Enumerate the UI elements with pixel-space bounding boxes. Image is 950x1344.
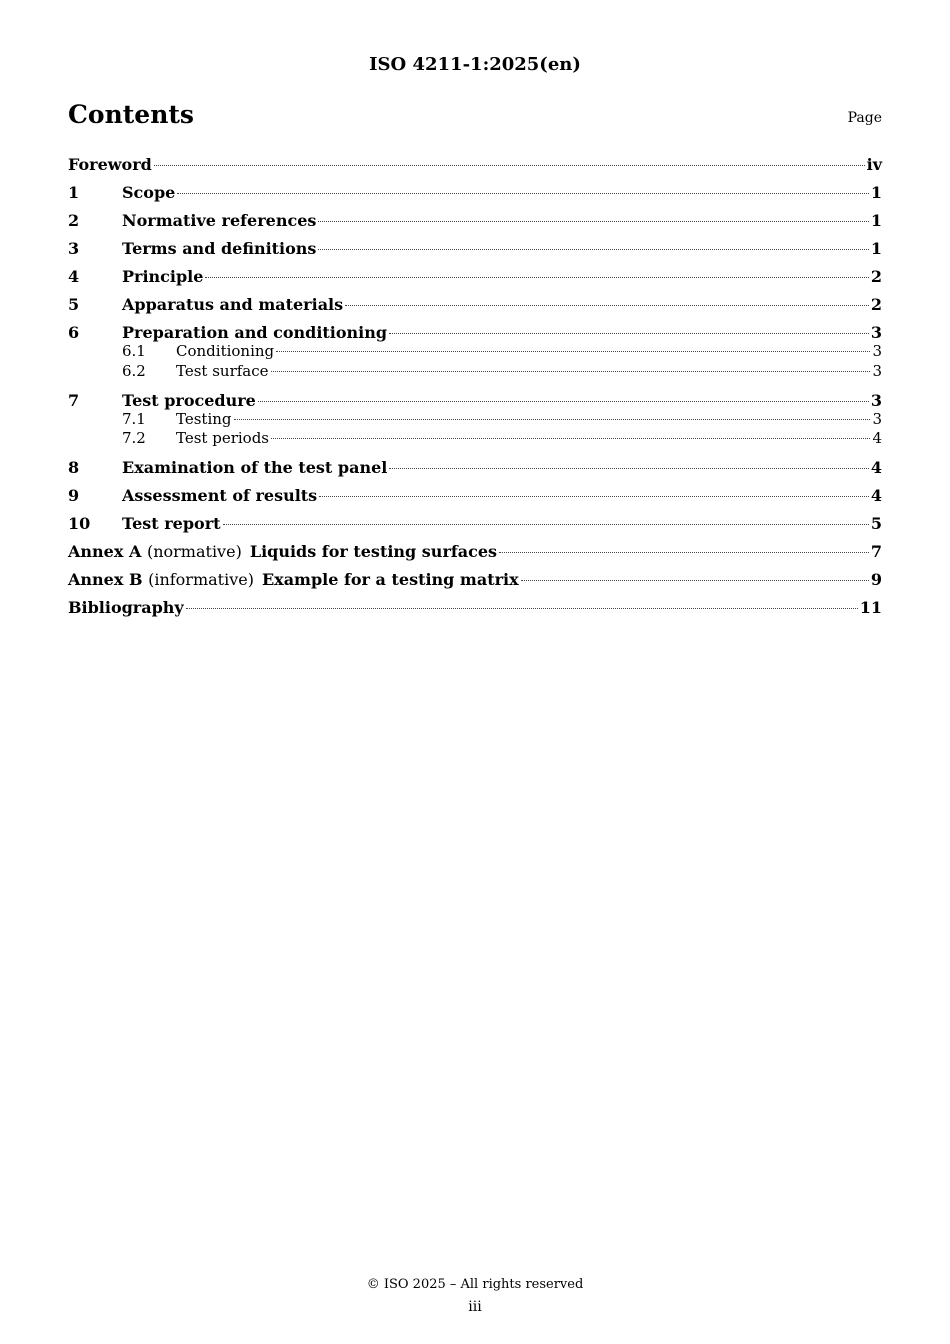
toc-entry-preparation-and-conditioning[interactable] [68,322,882,342]
dot-leader [389,468,869,469]
toc-entry-foreword[interactable] [68,154,882,182]
page-column-label: Page [847,110,882,126]
toc-entry-scope[interactable] [68,182,882,210]
dot-leader [223,524,869,525]
toc-entry-title: Test report [122,514,221,533]
toc-entry-bibliography[interactable] [68,597,882,625]
toc-subentry-conditioning[interactable] [68,342,882,362]
toc-entry-number: 5 [68,295,80,314]
toc-entry-title: Principle [122,267,204,286]
dot-leader [521,580,869,581]
copyright-notice: © ISO 2025 – All rights reserved [366,1277,584,1292]
toc-entry-title: Bibliography [68,598,184,617]
toc-entry-title: Terms and definitions [122,239,317,258]
toc-subentry-test-periods[interactable] [68,429,882,457]
toc-entry-title: Apparatus and materials [122,295,344,314]
toc-entry-title: Assessment of results [122,486,318,505]
document-id-header: ISO 4211-1:2025(en) [369,54,581,75]
dot-leader [205,277,868,278]
toc-entry-title: Normative references [122,211,317,230]
dot-leader [318,249,868,250]
table-of-contents [68,154,882,625]
toc-entry-normative-references[interactable] [68,210,882,238]
dot-leader [389,333,869,334]
toc-entry-test-report[interactable] [68,513,882,541]
toc-entry-number: 9 [68,486,80,505]
toc-entry-title: Foreword [68,155,152,174]
toc-entry-page: 3 [872,409,882,428]
toc-entry-page: 11 [859,598,882,617]
toc-entry-number: 2 [68,211,80,230]
toc-entry-number: 6.2 [122,361,146,380]
toc-entry-number: 7.2 [122,429,146,447]
toc-entry-page: 4 [872,429,882,447]
toc-entry-page: 2 [870,267,882,286]
toc-entry-examination-of-the-test-panel[interactable] [68,457,882,485]
toc-entry-number: 10 [68,514,91,533]
dot-leader [271,438,870,439]
toc-entry-page: 3 [870,390,882,410]
toc-entry-annex-a[interactable] [68,541,882,569]
dot-leader [271,371,871,372]
toc-entry-page: iv [866,155,882,174]
dot-leader [154,165,865,166]
dot-leader [276,351,870,352]
dot-leader [177,193,869,194]
dot-leader [318,221,868,222]
toc-entry-page: 9 [870,570,882,589]
toc-entry-title: Liquids for testing surfaces [249,542,498,561]
toc-entry-title: Scope [122,183,176,202]
toc-entry-title: Example for a testing matrix [261,570,519,589]
toc-entry-number: 4 [68,267,80,286]
toc-entry-number: 6 [68,323,80,342]
toc-entry-title: Test surface [176,361,269,380]
toc-entry-number: 3 [68,239,80,258]
toc-entry-number: 8 [68,458,80,477]
toc-entry-page: 1 [870,239,882,258]
toc-entry-title: Test procedure [122,390,256,410]
toc-entry-page: 1 [870,183,882,202]
toc-entry-number: 7 [68,390,80,410]
annex-label: Annex B [68,570,143,589]
toc-entry-page: 4 [870,486,882,505]
dot-leader [345,305,869,306]
toc-entry-page: 3 [870,323,882,342]
dot-leader [186,608,858,609]
toc-entry-page: 3 [872,361,882,380]
toc-entry-title: Testing [176,409,232,428]
toc-subentry-testing[interactable] [68,410,882,430]
toc-entry-annex-b[interactable] [68,569,882,597]
dot-leader [499,552,869,553]
toc-entry-apparatus-and-materials[interactable] [68,294,882,322]
toc-entry-test-procedure[interactable] [68,390,882,410]
toc-entry-number: 6.1 [122,342,146,360]
annex-label: Annex A [68,542,142,561]
toc-entry-assessment-of-results[interactable] [68,485,882,513]
toc-entry-title: Preparation and conditioning [122,323,388,342]
toc-entry-page: 1 [870,211,882,230]
toc-entry-page: 5 [870,514,882,533]
annex-kind: (normative) [146,542,242,561]
toc-entry-page: 2 [870,295,882,314]
annex-kind: (informative) [148,570,254,589]
toc-entry-title: Test periods [176,429,269,447]
dot-leader [319,496,869,497]
toc-entry-title: Conditioning [176,342,275,360]
toc-subentry-test-surface[interactable] [68,362,882,390]
toc-entry-page: 7 [870,542,882,561]
toc-entry-principle[interactable] [68,266,882,294]
page-number: iii [468,1299,482,1315]
dot-leader [234,419,871,420]
toc-entry-page: 4 [870,458,882,477]
toc-entry-number: 7.1 [122,409,146,428]
contents-title: Contents [68,100,195,129]
dot-leader [258,401,869,402]
toc-entry-number: 1 [68,183,80,202]
toc-entry-title: Examination of the test panel [122,458,388,477]
toc-entry-page: 3 [872,342,882,360]
toc-entry-terms-and-definitions[interactable] [68,238,882,266]
